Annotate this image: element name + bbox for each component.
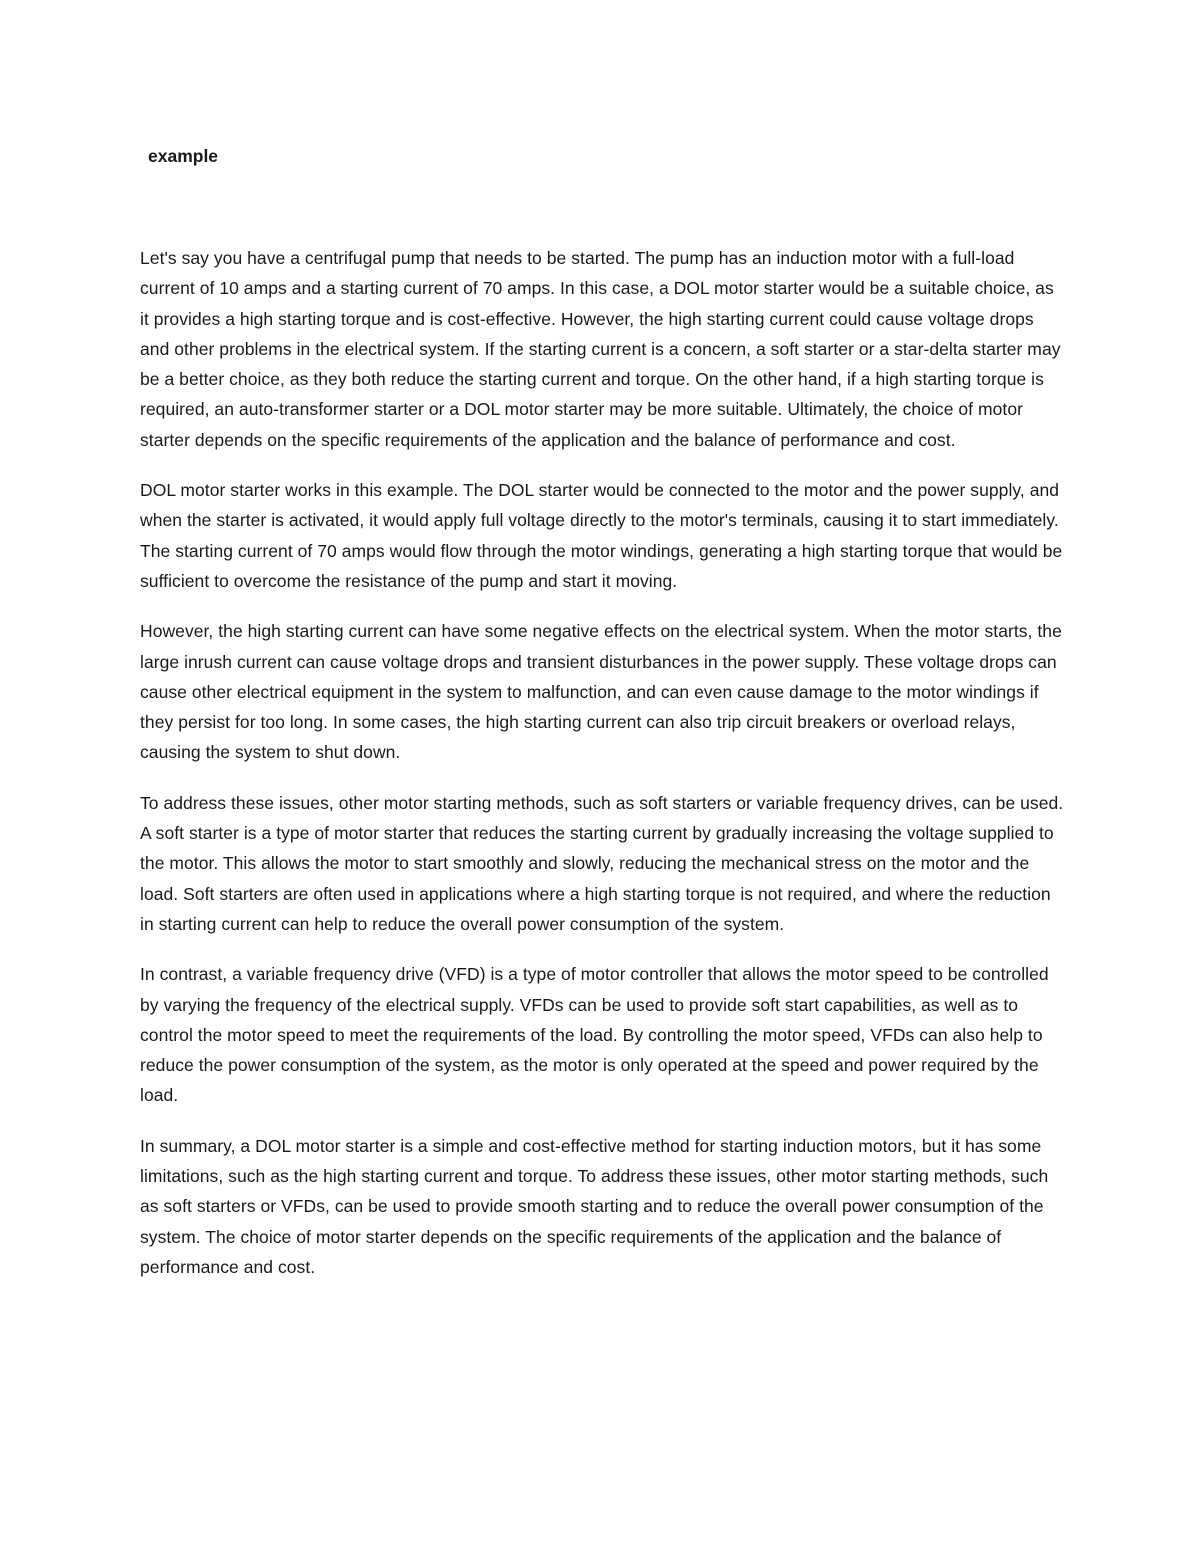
paragraph-pump-example: Let's say you have a centrifugal pump that needs to be started. The pump has an induction motor with a full-load current of 10 amps and a starting current of 70 amps. In this case, a DOL motor starter would be a suitable choice, as it provides a high starting torque and is cost-effective. However, the high starting current could cause voltage drops and other problems in the electrical system. If the starting current is a concern, a soft starter or a star-delta starter may be a better choice, as they both reduce the starting current and torque. On the other hand, if a high starting torque is required, an auto-transformer starter or a DOL motor starter may be more suitable. Ultimately, the choice of motor starter depends on the specific requirements of the application and the balance of performance and cost. (140, 248, 1061, 450)
paragraph-summary: In summary, a DOL motor starter is a simple and cost-effective method for starting induction motors, but it has some limitations, such as the high starting current and torque. To address these issues, other motor starting methods, such as soft starters or VFDs, can be used to provide smooth starting and to reduce the overall power consumption of the system. The choice of motor starter depends on the specific requirements of the application and the balance of performance and cost. (140, 1135, 1049, 1277)
paragraph-vfd: In contrast, a variable frequency drive (VFD) is a type of motor controller that allows the motor speed to be controlled by varying the frequency of the electrical supply. VFDs can be used to provide soft start capabilities, as well as to control the motor speed to meet the requirements of the load. By controlling the motor speed, VFDs can also help to reduce the power consumption of the system, as the motor is only operated at the speed and power required by the load. (140, 964, 1049, 1106)
paragraph-soft-starters: To address these issues, other motor starting methods, such as soft starters or variable frequency drives, can be used. A soft starter is a type of motor starter that reduces the starting current by gradually increasing the voltage supplied to the motor. This allows the motor to start smoothly and slowly, reducing the mechanical stress on the motor and the load. Soft starters are often used in applications where a high starting torque is not required, and where the reduction in starting current can help to reduce the overall power consumption of the system. (140, 792, 1064, 934)
paragraph-dol-operation: DOL motor starter works in this example. The DOL starter would be connected to the motor and the power supply, and when the starter is activated, it would apply full voltage directly to the motor's terminals, causing it to start immediately. The starting current of 70 amps would flow through the motor windings, generating a high starting torque that would be sufficient to overcome the resistance of the pump and start it moving. (140, 480, 1063, 591)
paragraph-negative-effects: However, the high starting current can have some negative effects on the electrical system. When the motor starts, the large inrush current can cause voltage drops and transient disturbances in the power supply. These voltage drops can cause other electrical equipment in the system to malfunction, and can even cause damage to the motor windings if they persist for too long. In some cases, the high starting current can also trip circuit breakers or overload relays, causing the system to shut down. (140, 621, 1062, 763)
document-body (140, 243, 1065, 1302)
document-heading: example (148, 146, 219, 166)
